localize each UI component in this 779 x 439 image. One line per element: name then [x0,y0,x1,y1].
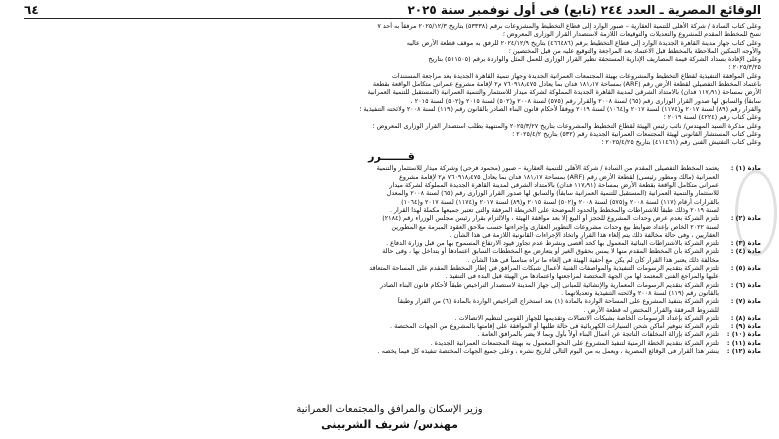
article-text [22,330,719,338]
page-number: ٦٤ [24,3,39,17]
preamble [22,22,761,146]
article-label: مادة (٦) : [730,280,761,289]
article-line: تلتزم الشركة بتوفير أماكن شحن السيارات الكهربائية فى حالة طلبها أو الموافقة على إقامتها بالمشروع من الجهات المختصة . [390,322,719,331]
article-line: للاستثمار والتنمية العمرانية (المستقبل للتنمية العمرانية سابقاً) والسابق لها صدور القرار الوزارى رقم (٦٥) لسنة ٢٠٠٨ والمعدل [386,189,719,198]
article [22,339,761,347]
article-text [22,347,719,355]
preamble-line: ٢٠٢٥/٣/٢٥ ؛ [728,63,761,72]
preamble-line: وعلى كتاب رقم (٤٢٢٤) لسنة ٢٠١٩ ؛ [663,113,761,122]
article-label: مادة (٤) : [730,247,761,256]
article-label: مادة (٨) : [730,313,761,322]
article-text [22,322,719,330]
article-line: تلتزم الشركة بأن المخطط المقدم منها لا يمس بحقوق الغير أو يتعارض مع المخططات السابق اعتمادها أو يتداخل بها ، وفى حالة [382,247,719,256]
article-line: يعتمد المخطط التفصيلى المقدم من السادة / شركة الأهلى للتنمية العقارية – صبور (محمود فرحي) وشركة ميدار للاستثمار والتنمية [376,164,719,173]
article-label: مادة (٧) : [730,297,761,306]
page-header [24,2,761,19]
article-line: العقاريين ، وفى حالة مخالفة ذلك يتم إلغاء هذا القرار واتخاذ الإجراءات القانونية اللازمة فى هذا الشأن . [449,230,719,239]
article-text [22,164,719,214]
header-title: الوقائع المصرية ـ العدد ٢٤٤ (تابع) فى أول نوفمبر سنة ٢٠٢٥ [407,3,761,17]
article-line: للشروط المرفقة والقرار المختص له قطعة الأرض . [583,305,719,314]
preamble-line: وعلى كتاب التفتيش الفنى رقم (٤١١٤٦١) بتاريخ ٢٠٢٥/٤/٢٥ ؛ [601,138,761,147]
preamble-line: الأرض بمساحة (١١٧٫٩١ فدان) بالامتداد الشرقى لمدينة القاهرة الجديدة المملوكة لشركة ميدار للاستثمار والتنمية العمرانية (المستقبل للتنمية العمرانية [367,88,761,97]
article-line: تلتزم الشركة بتقديم الخطة الزمنية لتنفيذ المشروع على النحو المعمول به بهيئة المجتمعات العمرانية الجديدة . [430,338,719,347]
article-label: مادة (٣) : [730,239,761,248]
preamble-line: نسخ للمخطط المقدم للمشروع والتعديلات والتوقيعات اللازمة لاستصدار القرار الوزارى المعروض ؛ [502,30,761,39]
article-line: ينشر هذا القرار فى الوقائع المصرية ، ويعمل به من اليوم التالى لتاريخ نشره ، وعلى جميع الجهات المختصة تنفيذه كل فيما يخصه . [377,346,719,355]
article [22,164,761,214]
article-line: لسنة ٢٠١٩ وذلك طبقاً للاشتراطات والمخطط والحدود الموضحة على الخريطة المرفقة والتى تعتبر جميعها مكملة لهذا القرار . [389,205,719,214]
article-text [22,239,719,247]
preamble-line: وعلى كتاب المستشار القانونى لهيئة المجتمعات العمرانية الجديدة رقم (٥٣٢) بتاريخ ٢٠٢٥/٤/٢ ؛ [512,129,761,138]
article-label: مادة (١٢) : [726,346,761,355]
article-line: بالقرارات أرقام (١١٧) لسنة ٢٠٠٨ و(٥٧٥) لسنة ٢٠٠٨ و(٥٠٢) لسنة ٢٠١٥ و(٨٩) لسنة ٢٠١٧ و(١١٧٤) لسنة ٢٠١٧ و(١٠٦٤) [401,197,719,206]
preamble-line: وعلى مذكرة السيد المهندس/ نائب رئيس الهيئة لقطاع التخطيط والمشروعات بتاريخ ٢٠٢٥/٣/٢٧ والمنتهية بطلب استصدار القرار الوزارى المعروض ؛ [372,121,761,130]
article-line: تلتزم الشركة بتنفيذ المشروع على المساحة الواردة بالمادة (١) بعد استخراج التراخيص الواردة بالمادة (٦) من القرار وطبقاً [397,297,719,306]
article-label: مادة (٥) : [730,264,761,273]
article-text [22,281,719,298]
article-line: تلتزم الشركة بعدم عرض وحدات المشروع للحجز أو البيع إلا بعد موافقة الهيئة ، والالتزام بقرار رئيس مجلس الوزراء رقم (٢١٨٤) [382,214,719,223]
article-line: تلتزم الشركة بالاشتراطات البنائية المعمول بها كحد أقصى وبشرط عدم تجاوز قيود الارتفاع المسموح بها من قبل وزارة الدفاع . [386,239,719,248]
article [22,281,761,298]
article [22,330,761,338]
article [22,247,761,264]
article-label: مادة (٢) : [730,214,761,223]
article-text [22,247,719,264]
article-label: مادة (١٠) : [726,330,761,339]
preamble-line: وعلى الإفادة بسداد الشركة قيمة المصاريف الإدارية المستحقة نظير القرار الوزارى للعمل المثل والواردة برقم (٥١١٥٠٥) بتاريخ [428,55,761,64]
article-line: العمرانية (مالك ومطور رئيسى) لقطعة الأرض رقم (ARF) بمساحة ١٨١٫١٧ فدان بما يعادل ٧٦٠٩١٨٫٤٧٥ م٢ لإقامة مشروع [399,172,719,181]
signature-block [180,403,599,433]
article-text [22,339,719,347]
article [22,214,761,239]
article-line: لسنة ٢٠٢٢ الخاص بإعداد ضوابط بيع وحدات مشروعات التطوير العقارى وإجراءتها حسب ملاحق العقود المبرمة مع المطورين [391,222,719,231]
article [22,314,761,322]
document-body [22,22,761,391]
article-label: مادة (٩) : [730,322,761,331]
article-label: مادة (١) : [730,164,761,173]
preamble-line: والقرار رقم (٨٩) لسنة ٢٠١٧ و(١١٧٤) لسنة ٢٠١٧ و(١٠٦٤) لسنة ٢٠١٩ ووفقاً لأحكام قانون البناء الصادر بالقانون رقم (١١٩) لسنة ٢٠٠٨ ولائحته التنفيذية ؛ [359,104,761,113]
article-label: مادة (١١) : [726,338,761,347]
article-text [22,297,719,314]
preamble-line: سابقاً) والسابق لها صدور القرار الوزارى رقم (٦٥) لسنة ٢٠٠٨ والقرار رقم (٥٧٥) لسنة ٢٠٠٨ و(٥٠٢) لسنة ٢٠١٥ و(٥٠٢) لسنة ٢٠١٥ ، [410,96,761,105]
minister-title: وزير الإسكان والمرافق والمجتمعات العمرانية [296,404,483,415]
preamble-line: وعلى الموافقة التنفيذية لقطاع التخطيط والمشروعات بهيئة المجتمعات العمرانية الجديدة وجهاز تنمية القاهرة الجديدة بعد مراجعة المستندات [391,71,761,80]
articles-list [22,164,761,355]
article-line: تلتزم الشركة بإعداد الرسومات الخاصة بشبكات الاتصالات وتقديمها للجهاز القومى لتنظيم الاتصالات . [454,313,719,322]
article [22,322,761,330]
article [22,297,761,314]
decision-heading: قـــــــرر [368,150,415,164]
preamble-line: باعتماد المخطط التفصيلي لقطعة الأرض رقم (ARF) بمساحة ١٨١٫١٧ فدان بما يعادل ٧٦٠٩١٨٫٤٧٥ م٢ لإقامة مشروع عمرانى متكامل الواقعة بقطعة [372,80,761,89]
article-text [22,314,719,322]
preamble-line: والأوجه التمكين الملاحظة بالمخطط قبل الاعتماد بعد المراجعة والتوقيع عليه من قبل المختصين ؛ [508,46,761,55]
article [22,347,761,355]
article-line: عمرانى متكامل الواقعة بقطعة الأرض بمساحة (١١٧٫٩١ فدان) بالامتداد الشرقى لمدينة القاهرة الجديدة المملوكة لشركة ميدار [389,181,719,190]
article-line: تلتزم الشركة بإزالة المخلفات الناتجة عن أعمال البناء أولاً بأول وبما لا يضر بالمرافق العامة . [477,330,719,339]
article [22,239,761,247]
article-line: مخالفة ذلك يعتبر هذا القرار كأن لم يكن مع أحقية الهيئة فى إلغاء ما تراه مناسباً فى هذا الشأن . [467,255,719,264]
article-line: تلتزم الشركة بتقديم الرسومات المعمارية والإنشائية للمبانى إلى جهاز المدينة لاستصدار التراخيص طبقاً لأحكام قانون البناء الصادر [380,280,719,289]
article-line: تلتزم الشركة بتقديم الرسومات التنفيذية والمواصفات الفنية لأعمال شبكات المرافق في إطار المخطط المقدم على المساحة المتعاقد [369,264,719,273]
minister-name: مهندس/ شريف الشربينى [321,418,458,431]
preamble-line: وعلى كتاب السادة / شركة الأهلى للتنمية العقارية – صبور الوارد إلى قطاع التخطيط والمشروعات برقم (٥٣٣٣٨) بتاريخ ٢٠٢٥/١٢/٣ مرفقاً به أحد ٧ [377,22,761,30]
preamble-line: وعلى كتاب جهاز مدينة القاهرة الجديدة الوارد إلى قطاع التخطيط برقم (٤٦٦٤٨٦) بتاريخ ٢٠٢٤/١٢/٩ للرفق به موقف قطعة الأرض عاليه [406,38,761,47]
article-text [22,214,719,239]
article [22,264,761,281]
article-text [22,264,719,281]
article-line: عليها والمراجع الفنى المعتمد لها من الجهة المختصة لمراجعتها واعتمادها من الهيئة قبل البدء فى التنفيذ . [445,272,719,281]
article-line: بالقانون رقم (١١٩) لسنة ٢٠٠٨ ولائحته التنفيذية وتعديلاتهما . [561,288,719,297]
